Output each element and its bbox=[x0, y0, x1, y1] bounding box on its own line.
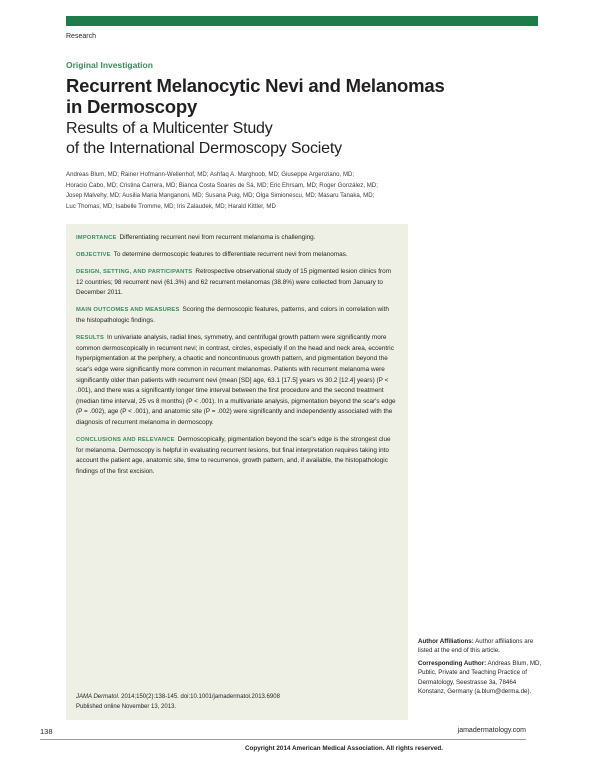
abstract-importance bbox=[76, 233, 398, 244]
abstract-outcomes bbox=[76, 305, 398, 326]
abstract-results bbox=[76, 333, 398, 428]
author-line: Horacio Cabo, MD; Cristina Carrera, MD; Bianca Costa Soares de Sá, MD; Eric Ehrsam, MD; Roger González, MD; bbox=[66, 181, 378, 189]
author-line: Josep Malvehy, MD; Ausilia Maria Manganoni, MD; Susana Puig, MD; Olga Simionescu, MD; Masaru Tanaka, MD; bbox=[66, 192, 375, 200]
citation-line bbox=[76, 693, 396, 703]
abstract-text: To determine dermoscopic features to differentiate recurrent nevi from melanomas. bbox=[113, 251, 348, 259]
section-label: Research bbox=[66, 33, 96, 40]
abstract-heading: DESIGN, SETTING, AND PARTICIPANTS bbox=[76, 269, 193, 276]
title-line-1: Recurrent Melanocytic Nevi and Melanomas bbox=[66, 75, 445, 96]
journal-website: jamadermatology.com bbox=[457, 727, 526, 734]
corresponding-author bbox=[418, 659, 542, 697]
author-list bbox=[66, 170, 542, 212]
abstract-design bbox=[76, 267, 398, 299]
abstract-conclusions bbox=[76, 435, 398, 477]
author-line: Andreas Blum, MD; Rainer Hofmann-Wellenhof, MD; Ashfaq A. Marghoob, MD; Giuseppe Argenziano, MD; bbox=[66, 171, 355, 178]
citation-details: 2014;150(2):138-145. doi:10.1001/jamadermatol.2013.6908 bbox=[119, 694, 280, 700]
abstract-text: Dermoscopically, pigmentation beyond the scar's edge is the strongest clue for melanoma. Dermoscopy is helpful in evaluating recurrent lesions, but final interpretation requires taking into account the patient age, anatomic site, time to recurrence, growth pattern, and, if available, the histopathologic findings of the first excision. bbox=[76, 436, 391, 475]
citation bbox=[76, 693, 396, 712]
abstract-box bbox=[66, 224, 408, 720]
abstract-text: Retrospective observational study of 15 pigmented lesion clinics from 12 countries; 98 recurrent nevi (61.3%) and 62 recurrent melanomas (38.8%) were collected from January to December 2011. bbox=[76, 268, 392, 297]
title-line-2: in Dermoscopy bbox=[66, 96, 198, 117]
author-info-sidebar bbox=[418, 637, 542, 699]
affiliations-label: Author Affiliations: bbox=[418, 638, 474, 645]
page-number: 138 bbox=[40, 727, 53, 736]
author-line: Luc Thomas, MD; Isabelle Tromme, MD; Iris Zalaudek, MD; Harald Kittler, MD bbox=[66, 202, 276, 210]
header-color-bar bbox=[66, 16, 538, 26]
corresponding-text: Andreas Blum, MD, Public, Private and Teaching Practice of Dermatology, Seestrasse 3a, 78464 Konstanz, Germany (a.blum@derma.de). bbox=[418, 659, 542, 696]
subtitle-line-2: of the International Dermoscopy Society bbox=[66, 140, 342, 157]
abstract-heading: IMPORTANCE bbox=[76, 235, 117, 241]
abstract-heading: MAIN OUTCOMES AND MEASURES bbox=[76, 307, 180, 314]
abstract-heading: CONCLUSIONS AND RELEVANCE bbox=[76, 437, 175, 443]
abstract-text: In univariate analysis, radial lines, symmetry, and centrifugal growth pattern were significantly more common dermoscopically in recurrent nevi; in contrast, circles, especially if on the head and neck area, eccentric hyperpigmentation at the periphery, a chaotic and noncontinuous growth pattern, and pigmentation beyond the scar's edge were significantly more common in recurrent melanomas. Patients with recurrent melanoma were significantly older than patients with recurrent nevi (mean [SD] age, 63.1 [17.5] years vs 30.2 [12.4] years) (P < .001), and there was a significantly longer time interval between the first procedure and the second treatment (median time interval, 25 vs 8 months) (P < .001). In a multivariate analysis, pigmentation beyond the scar's edge (P = .002), age (P < .001), and anatomic site (P = .002) were significantly and independently associated with the diagnosis of recurrent melanoma in dermoscopy. bbox=[76, 334, 396, 426]
article-subtitle bbox=[66, 119, 526, 159]
abstract-objective bbox=[76, 250, 398, 261]
author-affiliations bbox=[418, 637, 542, 656]
citation-published: Published online November 13, 2013. bbox=[76, 703, 177, 710]
affiliations-text: Author affiliations are listed at the end of this article. bbox=[418, 638, 534, 655]
article-type: Original Investigation bbox=[66, 60, 153, 70]
abstract-heading: OBJECTIVE bbox=[76, 252, 111, 259]
footer-divider bbox=[40, 739, 526, 740]
abstract-heading: RESULTS bbox=[76, 335, 105, 342]
abstract-text: Differentiating recurrent nevi from recurrent melanoma is challenging. bbox=[119, 234, 316, 241]
subtitle-line-1: Results of a Multicenter Study bbox=[66, 120, 273, 137]
corresponding-label: Corresponding Author: bbox=[418, 659, 487, 667]
abstract-text: Scoring the dermoscopic features, patterns, and colors in correlation with the histopathologic findings. bbox=[76, 306, 389, 325]
article-title bbox=[66, 75, 526, 117]
copyright-notice: Copyright 2014 American Medical Association. All rights reserved. bbox=[244, 745, 444, 752]
citation-journal: JAMA Dermatol. bbox=[76, 694, 120, 700]
